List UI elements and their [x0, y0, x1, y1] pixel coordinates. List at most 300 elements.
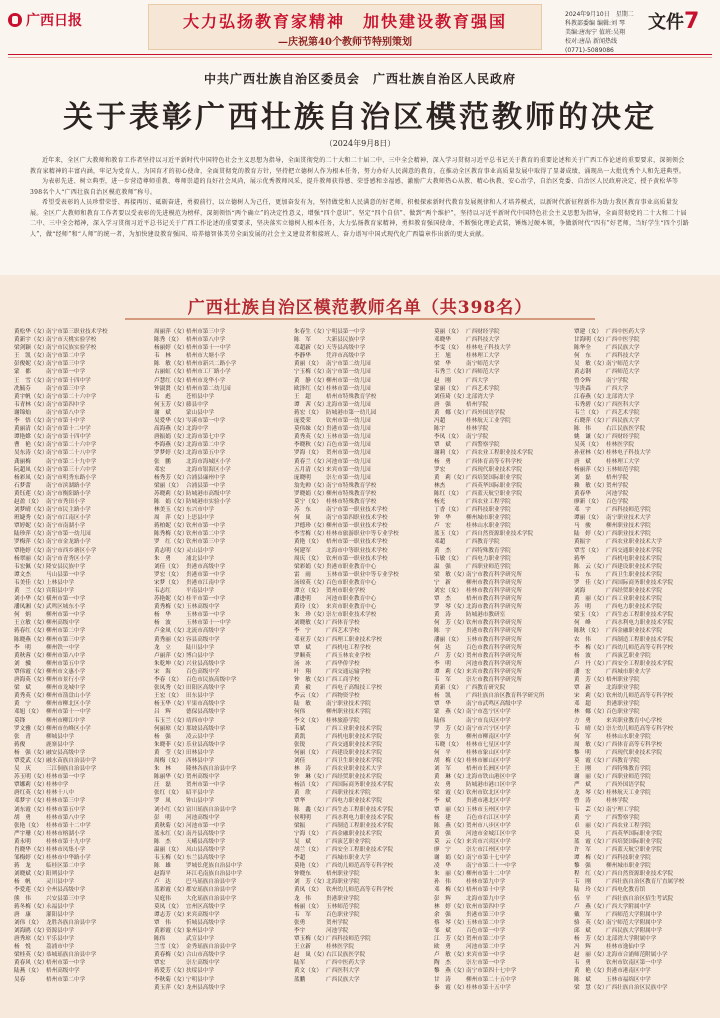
honoree-name: 刘小红（女）: [154, 806, 188, 813]
document-body: [30, 156, 690, 256]
honoree-unit: 贵港市第一幼儿园: [326, 426, 371, 433]
honoree-unit: 河池市第一幼儿园: [326, 458, 371, 465]
honoree-entry: [574, 830, 708, 838]
honoree-entry: [154, 854, 288, 862]
honoree-unit: 广西体育高等专科学校: [466, 458, 522, 465]
honoree-entry: [574, 563, 708, 571]
honoree-entry: [14, 385, 148, 393]
honoree-name: 伍 平: [574, 895, 591, 902]
honoree-name: 李凤（女）: [434, 434, 462, 441]
honoree-entry: [294, 797, 428, 805]
editor-label: 编辑:刘 琴: [596, 20, 625, 27]
honoree-unit: 东兴市中学: [186, 507, 214, 514]
honoree-name: 韦斌: [294, 725, 306, 732]
honoree-unit: 来宾市职业教育中心: [326, 604, 377, 611]
honoree-entry: [294, 417, 428, 425]
honoree-unit: 来宾市第一幼儿园: [326, 466, 371, 473]
honoree-name: 覃 杰: [434, 596, 451, 603]
honoree-entry: [154, 530, 288, 538]
honoree-entry: [294, 449, 428, 457]
honoree-name: 何 岚: [294, 515, 311, 522]
honoree-name: 熊 伟: [14, 895, 31, 902]
honoree-unit: 南宁职业技术大学: [606, 515, 651, 522]
honoree-unit: 南宁市明秀东路小学: [46, 474, 97, 481]
honoree-unit: 广西金融职业技术学院: [606, 628, 662, 635]
honoree-entry: [154, 377, 288, 385]
honoree-name: 何玉芳（女）: [154, 401, 188, 408]
honoree-name: 韦 军: [434, 677, 451, 684]
honoree-entry: [14, 830, 148, 838]
honoree-unit: 桂林十八中: [46, 790, 74, 797]
honoree-unit: 广西华侨学校: [326, 660, 360, 667]
honoree-entry: [574, 717, 708, 725]
honoree-unit: 梧州市第二幼儿园: [186, 385, 231, 392]
honoree-unit: 广西农业工程学院: [606, 822, 651, 829]
honoree-name: 何 炳: [14, 612, 31, 619]
honoree-name: 戴 军: [574, 911, 591, 918]
honoree-unit: 柳州市景行小学: [46, 677, 86, 684]
honoree-entry: [14, 514, 148, 522]
honoree-name: 蒋冬梅（女）: [14, 903, 48, 910]
honoree-entry: [154, 830, 288, 838]
honoree-unit: 来宾职业教育中心学校: [606, 717, 662, 724]
honoree-name: 蓝永红（女）: [154, 830, 188, 837]
honoree-entry: [14, 458, 148, 466]
honoree-entry: [294, 530, 428, 538]
honoree-entry: [434, 498, 568, 506]
honoree-name: 韦兰（女）: [574, 409, 602, 416]
honoree-entry: [574, 959, 708, 967]
honoree-unit: 广西工商学校: [326, 677, 360, 684]
honoree-unit: 广西医科大学: [326, 968, 360, 975]
honoree-entry: [434, 781, 568, 789]
honoree-name: 韦 彪: [154, 393, 171, 400]
honoree-entry: [14, 789, 148, 797]
page-number: 7: [684, 9, 700, 34]
honoree-unit: 广西中医学院: [606, 337, 640, 344]
honoree-entry: [294, 951, 428, 959]
honoree-name: 杨 波: [154, 620, 171, 627]
honoree-entry: [294, 911, 428, 919]
honoree-unit: 南宁市第十四中学: [46, 377, 91, 384]
honoree-entry: [154, 490, 288, 498]
honoree-entry: [574, 822, 708, 830]
honoree-name: 罗梦婷（女）: [154, 450, 188, 457]
honoree-entry: [574, 352, 708, 360]
honoree-unit: 田阳区高级中学: [186, 685, 226, 692]
honoree-name: 莫宁（女）: [294, 498, 322, 505]
honoree-unit: 桂林市教育科学研究所: [466, 588, 522, 594]
honoree-unit: 广西外国语学院: [466, 409, 506, 416]
honoree-unit: 柳州市箭盘山小学: [46, 693, 91, 700]
honoree-name: 李宇: [294, 927, 306, 934]
honoree-entry: [294, 789, 428, 797]
honoree-unit: 南宁市第二十八中学: [46, 450, 97, 457]
honoree-unit: 广西卫生职业技术学院: [606, 571, 662, 578]
honoree-unit: 梧州市第八中学: [186, 337, 226, 344]
honoree-entry: [434, 797, 568, 805]
honoree-entry: [14, 692, 148, 700]
honoree-unit: 大新县民族中学: [326, 337, 366, 344]
honoree-unit: 柳州市柳南区中学: [466, 733, 511, 740]
honoree-name: 陈丽华（女）: [154, 774, 188, 781]
honoree-name: 罗宏: [434, 466, 446, 473]
honoree-unit: 南宁市青秀区小学: [46, 555, 91, 562]
hotline-label: 新闻热线(0771)-5089086: [565, 38, 617, 54]
honoree-entry: [434, 733, 568, 741]
honoree-entry: [154, 814, 288, 822]
honoree-unit: 南宁市特殊教育学校: [326, 482, 377, 489]
honoree-unit: 广西幼儿师范高等专科学校: [606, 644, 674, 651]
honoree-name: 罗 芳（女）: [434, 725, 468, 732]
honoree-name: 覃艳婷（女）: [14, 547, 48, 554]
honoree-entry: [294, 717, 428, 725]
honoree-name: 覃 斌: [434, 442, 451, 449]
honoree-unit: 桂林市凤集小学: [46, 847, 86, 853]
designer-label: 美编:唐海宁: [565, 29, 598, 36]
honoree-unit: 蒙山县中学: [186, 409, 214, 416]
honoree-entry: [14, 587, 148, 595]
honoree-name: 汤 冰: [294, 660, 311, 667]
honoree-entry: [294, 959, 428, 967]
honoree-entry: [574, 943, 708, 951]
honoree-name: 石晓萍（女）: [574, 418, 608, 425]
honoree-name: 谭 莉（女）: [434, 668, 468, 675]
honoree-unit: 南宁市兴宁区中学: [466, 725, 511, 732]
honoree-unit: 广西教育学院: [466, 539, 500, 546]
honoree-name: 蔡 琴（女）: [434, 919, 468, 926]
honoree-unit: 广西交通职业技术学院: [326, 741, 382, 748]
honoree-entry: [14, 676, 148, 684]
honoree-name: 苏艳妮（女）: [154, 596, 188, 603]
honoree-unit: 百色市右江区中学: [466, 814, 511, 821]
honoree-unit: 梧州市工厂路小学: [186, 369, 231, 376]
honoree-entry: [574, 636, 708, 644]
honoree-name: 卢 丹（女）: [574, 660, 608, 667]
honoree-unit: 南宁市第二中学: [46, 353, 86, 360]
document-title: 关于表彰广西壮族自治区模范教师的决定: [63, 100, 657, 135]
honoree-unit: 天峨县高级中学: [186, 838, 226, 845]
honoree-name: 陈晓燕（女）: [14, 636, 48, 643]
honoree-name: 林 涛: [294, 766, 311, 773]
honoree-entry: [434, 895, 568, 903]
honoree-entry: [294, 498, 428, 506]
honoree-unit: 玉林市第一中学: [186, 612, 226, 619]
honoree-name: 孙亚林（女）: [574, 450, 608, 457]
honoree-unit: 合浦县第一中学: [186, 482, 226, 489]
honoree-entry: [154, 619, 288, 627]
honoree-name: 宁玉梅（女）: [294, 369, 328, 376]
honoree-unit: 南宁市南湖小学: [46, 523, 86, 530]
honoree-unit: 玉林市第一职业中等专业学校: [326, 571, 399, 578]
honoree-unit: 北部湾大学: [466, 393, 494, 400]
dept-label: 科教部委编: [565, 20, 596, 27]
honoree-unit: 南宁师范大学: [606, 361, 640, 368]
honoree-unit: 钦州市第二中学: [186, 531, 226, 538]
honoree-unit: 广西制造工程职业技术学院: [606, 636, 674, 643]
honoree-entry: [154, 951, 288, 959]
honoree-entry: [154, 385, 288, 393]
honoree-unit: 昭平县中学: [186, 790, 214, 797]
honoree-unit: 广西艺术学校: [326, 628, 360, 635]
honoree-entry: [294, 773, 428, 781]
honoree-entry: [294, 441, 428, 449]
honoree-entry: [574, 514, 708, 522]
honoree-name: 李海燕（女）: [154, 442, 188, 449]
honoree-unit: 龙州县高级中学: [186, 984, 226, 991]
honoree-unit: 广西玉林农业学校: [326, 652, 371, 659]
honoree-entry: [154, 773, 288, 781]
honoree-name: 欧泽红（女）: [294, 385, 328, 392]
honoree-name: 邹 斌: [434, 927, 451, 934]
honoree-unit: 兴安县第三中学: [46, 895, 86, 902]
honoree-unit: 桂林理工大学: [606, 458, 640, 465]
honoree-name: 曾令辉: [574, 377, 591, 384]
honoree-entry: [154, 555, 288, 563]
honoree-entry: [14, 919, 148, 927]
honoree-entry: [154, 870, 288, 878]
honoree-unit: 平南县中学: [186, 588, 214, 594]
honoree-unit: 河池高级中学: [186, 814, 220, 821]
honoree-unit: 来宾高级中学: [186, 911, 220, 918]
honoree-name: 骆 英（女）: [574, 919, 608, 926]
honoree-entry: [434, 449, 568, 457]
honoree-name: 刘梦晴（女）: [14, 507, 48, 514]
honoree-name: 胡兰（女）: [294, 847, 322, 853]
honoree-unit: 玉林市福绵区中学: [606, 976, 651, 983]
honoree-unit: 贵港市港北区中学: [466, 798, 511, 805]
honoree-unit: 环江毛南族自治县中学: [186, 871, 242, 878]
honoree-unit: 苍梧县中学: [186, 393, 214, 400]
honoree-entry: [434, 822, 568, 830]
honoree-name: 莫凤（女）: [154, 903, 182, 910]
honoree-unit: 田东县中学: [186, 693, 214, 700]
honoree-unit: 百色市教育科学研究所: [466, 644, 522, 651]
honoree-name: 陈秀（女）: [154, 337, 182, 344]
honoree-entry: [294, 328, 428, 336]
honoree-entry: [154, 708, 288, 716]
honoree-name: 钟淑贤（女）: [154, 385, 188, 392]
checker-label: 校对:唐晶: [565, 38, 592, 45]
honoree-unit: 广西国际商务职业技术学院: [326, 782, 394, 789]
honoree-name: 杨丽婷（女）: [154, 345, 188, 352]
honoree-name: 钟 华: [434, 515, 451, 522]
header-divider-secondary: [8, 57, 712, 58]
honoree-unit: 南宁市教育科学研究所: [466, 571, 522, 578]
honoree-entry: [574, 498, 708, 506]
honoree-name: 杨 帆: [14, 879, 31, 886]
honoree-entry: [14, 522, 148, 530]
honoree-unit: 阳朔县中学: [46, 871, 74, 878]
honoree-name: 卢 宏: [434, 523, 451, 530]
honoree-name: 吴庭伟: [154, 895, 171, 902]
honoree-name: 何 芳（女）: [434, 620, 468, 627]
honoree-name: 黄 艳（女）: [574, 968, 608, 975]
honoree-entry: [574, 368, 708, 376]
honoree-entry: [574, 571, 708, 579]
honoree-unit: 来宾市第一中学: [466, 952, 506, 959]
honoree-unit: 梧州职业学院: [606, 677, 640, 684]
honoree-entry: [574, 458, 708, 466]
honoree-name: 何丽（女）: [294, 749, 322, 756]
honoree-name: 秦 霞（女）: [434, 984, 468, 991]
honoree-name: 王 超: [294, 393, 311, 400]
proof-label: 值班:吴翔: [598, 29, 625, 36]
honoree-entry: [14, 773, 148, 781]
honoree-name: 黄春华: [574, 490, 591, 497]
honoree-unit: 钦州市第四中学: [466, 903, 506, 910]
honoree-name: 杨 勇: [434, 458, 451, 465]
honoree-unit: 罗城仫佬族自治县中学: [186, 863, 242, 870]
honoree-entry: [574, 474, 708, 482]
honoree-entry: [574, 838, 708, 846]
honoree-name: 杨 建: [434, 814, 451, 821]
honoree-name: 唐红英（女）: [14, 790, 48, 797]
honoree-name: 卓 丽（女）: [574, 822, 608, 829]
honoree-unit: 广西科技师范学院: [326, 936, 371, 943]
honoree-unit: 北海市中等职业技术学校: [326, 547, 388, 554]
honoree-entry: [294, 474, 428, 482]
honoree-entry: [154, 458, 288, 466]
honoree-unit: 贺州市八步区中学: [466, 822, 511, 829]
honoree-name: 邓梦宇（女）: [14, 798, 48, 805]
honoree-entry: [574, 765, 708, 773]
honoree-unit: 北海市教育科学研究所: [466, 604, 522, 611]
honoree-name: 张锐: [294, 741, 306, 748]
honoree-entry: [434, 725, 568, 733]
honoree-entry: [154, 506, 288, 514]
honoree-unit: 南宁市第一幼儿园: [46, 531, 91, 538]
honoree-unit: 三江侗族自治县中学: [46, 766, 97, 773]
honoree-unit: 南宁市第一中学: [46, 369, 86, 376]
honoree-name: 谢 丽（女）: [574, 774, 608, 781]
section-label: [648, 8, 699, 34]
honoree-entry: [434, 466, 568, 474]
honoree-name: 覃 华: [434, 701, 451, 708]
honoree-name: 冯超: [434, 418, 446, 425]
honoree-name: 严宇珊（女）: [14, 830, 48, 837]
honoree-name: 胡 勇: [14, 814, 31, 821]
honoree-entry: [14, 409, 148, 417]
honoree-entry: [574, 425, 708, 433]
honoree-entry: [434, 830, 568, 838]
honoree-name: 韦玉梅（女）: [154, 855, 188, 862]
honoree-entry: [154, 668, 288, 676]
honoree-entry: [434, 409, 568, 417]
honoree-name: 罗 凤: [154, 798, 171, 805]
honoree-entry: [294, 781, 428, 789]
honoree-name: 黄 宁: [574, 814, 591, 821]
honoree-entry: [574, 611, 708, 619]
honoree-unit: 桂林山水职业学院: [606, 733, 651, 740]
honoree-unit: 玉林师范学院: [326, 903, 360, 910]
honoree-unit: 广西体育学校: [326, 620, 360, 627]
honoree-name: 黄志明（女）: [154, 547, 188, 554]
honoree-entry: [154, 700, 288, 708]
honoree-name: 黄 静（女）: [294, 377, 328, 384]
honoree-name: 何 平: [434, 749, 451, 756]
logo-icon: [8, 13, 22, 27]
honoree-name: 黄秀丽（女）: [154, 636, 188, 643]
honoree-unit: 梧州市第十中学: [466, 887, 506, 894]
honoree-unit: 河池市第二中学: [466, 944, 506, 951]
honoree-entry: [434, 741, 568, 749]
honoree-unit: 桂林医学院: [326, 944, 354, 951]
honoree-name: 吴 庆: [14, 766, 31, 773]
honoree-name: 陈宇: [434, 426, 446, 433]
honoree-entry: [294, 765, 428, 773]
honoree-unit: 广西职业师范学院: [466, 563, 511, 570]
honoree-unit: 柳州市柳北区小学: [46, 701, 91, 708]
honoree-unit: 桂林航天工业学院: [466, 418, 511, 425]
honoree-name: 梁振: [294, 822, 306, 829]
honoree-unit: 桂林市第五中学: [46, 806, 86, 813]
honoree-name: 苏 明: [574, 604, 591, 611]
honoree-unit: 广西物资学校: [326, 693, 360, 700]
honoree-entry: [14, 741, 148, 749]
honoree-unit: 桂林电子科技大学: [466, 345, 511, 352]
feature-banner: [148, 4, 542, 50]
honoree-unit: 广西特殊教育学院: [466, 547, 511, 554]
honoree-entry: [294, 903, 428, 911]
honoree-name: 张 鹏: [154, 458, 171, 465]
honoree-unit: 北海市银海区小学: [186, 466, 231, 473]
honoree-name: 林 娜（女）: [574, 709, 608, 716]
honoree-name: 李晓秋（女）: [294, 442, 328, 449]
honoree-entry: [154, 611, 288, 619]
honoree-unit: 桂林市第九中学: [466, 879, 506, 886]
honoree-entry: [434, 352, 568, 360]
honoree-name: 王宏（女）: [154, 693, 182, 700]
honoree-entry: [434, 984, 568, 992]
honoree-name: 黄凯: [294, 733, 306, 740]
honoree-unit: 广西农业职业技术大学: [606, 539, 662, 546]
honoree-unit: 桂林市雁山区中学: [466, 757, 511, 764]
honoree-unit: 南宁市第十二中学: [46, 426, 91, 433]
honoree-unit: 广西财经学院: [466, 329, 500, 335]
honoree-unit: 北海市第二中学: [186, 442, 226, 449]
honoree-name: 谭丽（女）: [574, 515, 602, 522]
honoree-name: 王 凯（女）: [14, 353, 48, 360]
honoree-unit: 南宁市第三中学: [46, 361, 86, 368]
honoree-unit: 广西自然资源职业技术学院: [466, 531, 534, 538]
honoree-name: 黄 毅: [294, 685, 311, 692]
honoree-unit: 河池市金城江区中学: [466, 830, 517, 837]
honoree-name: 黄 莹（女）: [154, 749, 188, 756]
honoree-entry: [574, 967, 708, 975]
honoree-entry: [434, 563, 568, 571]
honoree-name: 黎 燕（女）: [434, 968, 468, 975]
honoree-unit: 广西演艺职业学院: [326, 838, 371, 845]
honoree-entry: [574, 951, 708, 959]
honoree-unit: 北部湾大学附属中学: [606, 936, 657, 943]
honoree-unit: 柳州市鱼峰区小学: [46, 725, 91, 732]
honoree-name: 彭 辉: [434, 895, 451, 902]
honoree-name: 朱春生（女）: [294, 329, 328, 335]
honoree-entry: [154, 498, 288, 506]
honoree-unit: 永福县中学: [46, 903, 74, 910]
honoree-name: 黄春梅（女）: [154, 952, 188, 959]
honoree-name: 谢 斌: [154, 409, 171, 416]
honoree-name: 吴 斌: [294, 838, 311, 845]
honoree-unit: 广西农业工程职业技术学院: [466, 450, 534, 457]
honoree-unit: 北海职业学院: [326, 879, 360, 886]
honoree-entry: [434, 668, 568, 676]
honoree-unit: 鹿寨县中学: [46, 741, 74, 748]
honoree-unit: 广西演艺职业学院: [606, 652, 651, 659]
honoree-unit: 田林县中学: [186, 749, 214, 756]
honoree-name: 李雪梅（女）: [294, 531, 328, 538]
